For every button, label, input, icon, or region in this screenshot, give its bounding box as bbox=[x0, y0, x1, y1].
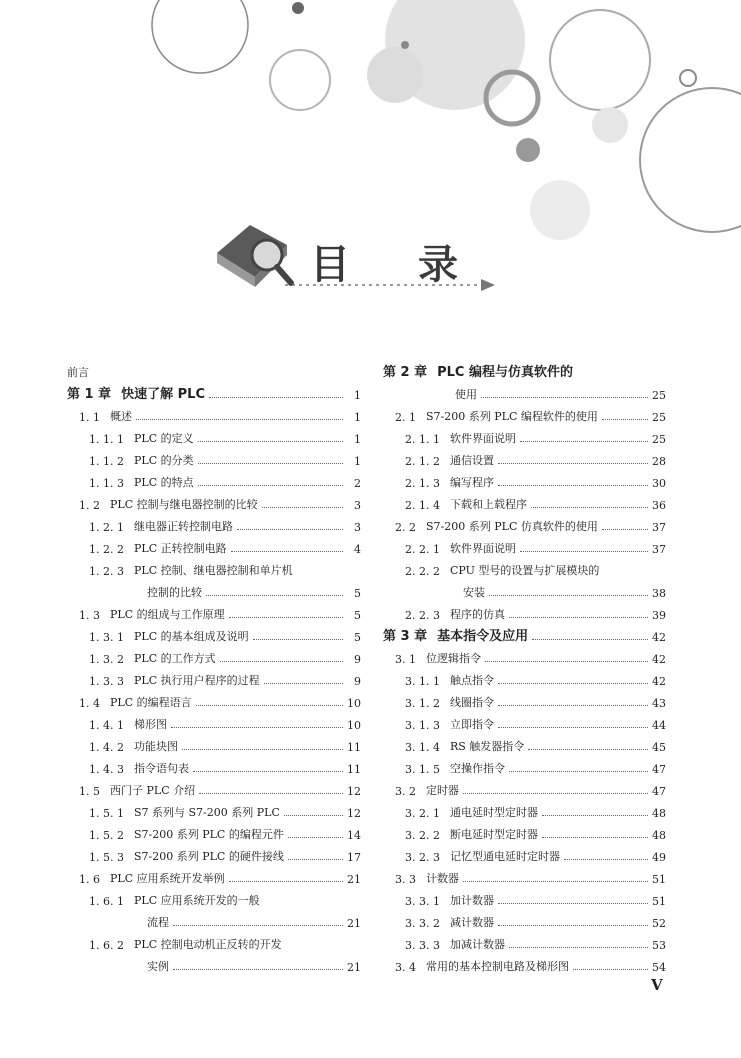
toc-entry-page: 9 bbox=[354, 653, 361, 666]
toc-entry-title: PLC 编程与仿真软件的 bbox=[437, 365, 573, 380]
dot-leader bbox=[253, 639, 343, 640]
toc-entry[interactable] bbox=[383, 446, 666, 468]
toc-entry-number: 1. 6 bbox=[79, 873, 100, 886]
toc-entry-number: 2. 2 bbox=[395, 521, 416, 534]
toc-entry[interactable] bbox=[383, 820, 666, 842]
dot-leader bbox=[196, 705, 343, 706]
toc-entry-number: 1. 3 bbox=[79, 609, 100, 622]
dot-leader bbox=[602, 529, 648, 530]
toc-entry-title: 基本指令及应用 bbox=[437, 629, 529, 644]
toc-entry-number: 3. 3. 2 bbox=[405, 917, 440, 930]
circle-soft-mid bbox=[367, 47, 423, 103]
dot-leader bbox=[481, 397, 648, 398]
circle-soft-bottom bbox=[530, 180, 590, 240]
toc-entry[interactable] bbox=[67, 578, 361, 600]
toc-entry-title: 程序的仿真 bbox=[449, 608, 505, 621]
toc-entry-title: 计数器 bbox=[426, 872, 459, 885]
toc-entry-page: 1 bbox=[354, 455, 361, 468]
toc-entry[interactable] bbox=[67, 754, 361, 776]
toc-entry-page: 11 bbox=[347, 741, 361, 754]
toc-entry-number: 1. 1. 2 bbox=[89, 455, 124, 468]
dot-leader bbox=[229, 617, 343, 618]
toc-entry-title: PLC 控制电动机正反转的开发 bbox=[133, 938, 282, 951]
toc-entry-number: 3. 1 bbox=[395, 653, 416, 666]
toc-entry-title: 加计数器 bbox=[449, 894, 494, 907]
toc-entry[interactable] bbox=[383, 578, 666, 600]
toc-entry-title: 软件界面说明 bbox=[449, 432, 516, 445]
toc-entry-title: RS 触发器指令 bbox=[449, 740, 525, 753]
dot-leader bbox=[531, 507, 648, 508]
toc-entry-title: S7 系列与 S7-200 系列 PLC bbox=[133, 806, 280, 819]
toc-entry[interactable] bbox=[67, 864, 361, 886]
title-char-lu: 录 bbox=[418, 242, 458, 288]
toc-entry-number: 3. 3 bbox=[395, 873, 416, 886]
toc-entry-title: 西门子 PLC 介绍 bbox=[110, 784, 196, 797]
toc-entry-number: 2. 1. 4 bbox=[405, 499, 440, 512]
toc-entry[interactable] bbox=[67, 358, 361, 380]
dot-leader bbox=[209, 397, 343, 398]
toc-entry-title: 空操作指令 bbox=[449, 762, 505, 775]
toc-entry-page: 17 bbox=[347, 851, 361, 864]
toc-entry-number: 2. 2. 3 bbox=[405, 609, 440, 622]
toc-entry[interactable] bbox=[383, 754, 666, 776]
dot-leader bbox=[489, 595, 648, 596]
dot-leader bbox=[182, 749, 343, 750]
toc-entry-number: 3. 3. 3 bbox=[405, 939, 440, 952]
toc-entry-page: 37 bbox=[652, 521, 666, 534]
toc-entry-title: 编写程序 bbox=[449, 476, 494, 489]
toc-entry-page: 42 bbox=[652, 675, 666, 688]
dot-leader bbox=[509, 617, 648, 618]
toc-entry-title: 流程 bbox=[147, 916, 169, 929]
dot-leader bbox=[229, 881, 343, 882]
toc-entry-title: 快速了解 PLC bbox=[121, 387, 205, 402]
toc-entry-title: PLC 执行用户程序的过程 bbox=[133, 674, 260, 687]
toc-entry-page: 21 bbox=[347, 873, 361, 886]
toc-entry-page: 44 bbox=[652, 719, 666, 732]
dot-leader bbox=[198, 463, 343, 464]
toc-entry[interactable] bbox=[383, 798, 666, 820]
toc-entry-title: 控制的比较 bbox=[147, 586, 202, 599]
toc-entry[interactable] bbox=[67, 930, 361, 952]
dot-leader bbox=[509, 771, 648, 772]
toc-entry-title: 立即指令 bbox=[449, 718, 494, 731]
toc-entry-number: 1. 4. 3 bbox=[89, 763, 124, 776]
toc-entry-page: 38 bbox=[652, 587, 666, 600]
dotted-arrow bbox=[205, 277, 505, 297]
toc-entry[interactable] bbox=[383, 358, 666, 380]
toc-entry-title: 减计数器 bbox=[449, 916, 494, 929]
toc-entry-title: 记忆型通电延时定时器 bbox=[449, 850, 560, 863]
toc-entry-title: 定时器 bbox=[426, 784, 459, 797]
toc-entry-page: 5 bbox=[354, 631, 361, 644]
toc-entry[interactable] bbox=[67, 842, 361, 864]
toc-entry-page: 30 bbox=[652, 477, 666, 490]
dot-leader bbox=[463, 793, 648, 794]
toc-entry-number: 3. 1. 2 bbox=[405, 697, 440, 710]
toc-entry-page: 37 bbox=[652, 543, 666, 556]
toc-entry-number: 1. 3. 2 bbox=[89, 653, 124, 666]
toc-entry-number: 3. 1. 3 bbox=[405, 719, 440, 732]
toc-entry-title: 指令语句表 bbox=[133, 762, 189, 775]
toc-entry-number: 1. 5 bbox=[79, 785, 100, 798]
toc-entry-title: 线圈指令 bbox=[449, 696, 494, 709]
dot-leader bbox=[284, 815, 343, 816]
toc-entry-page: 14 bbox=[347, 829, 361, 842]
toc-entry-page: 28 bbox=[652, 455, 666, 468]
dot-leader bbox=[193, 771, 343, 772]
toc-entry-page: 21 bbox=[347, 961, 361, 974]
toc-entry[interactable] bbox=[67, 512, 361, 534]
toc-entry-page: 4 bbox=[354, 543, 361, 556]
toc-entry[interactable] bbox=[67, 908, 361, 930]
toc-entry-page: 48 bbox=[652, 829, 666, 842]
toc-entry[interactable] bbox=[383, 402, 666, 424]
dot-leader bbox=[542, 815, 648, 816]
toc-entry-number: 3. 2. 1 bbox=[405, 807, 440, 820]
dot-leader bbox=[542, 837, 648, 838]
toc-entry-title: PLC 的定义 bbox=[133, 432, 194, 445]
toc-entry-title: 前言 bbox=[67, 366, 89, 379]
toc-entry[interactable] bbox=[67, 600, 361, 622]
toc-entry-number: 2. 1. 2 bbox=[405, 455, 440, 468]
toc-entry-number: 3. 1. 1 bbox=[405, 675, 440, 688]
toc-entry[interactable] bbox=[383, 468, 666, 490]
toc-entry-number: 1. 6. 2 bbox=[89, 939, 124, 952]
dot-leader bbox=[498, 705, 648, 706]
dot-leader bbox=[237, 529, 343, 530]
toc-entry-page: 42 bbox=[652, 653, 666, 666]
toc-entry-title: S7-200 系列 PLC 的硬件接线 bbox=[133, 850, 284, 863]
toc-entry-page: 53 bbox=[652, 939, 666, 952]
toc-entry-title: 使用 bbox=[455, 388, 477, 401]
dot-leader bbox=[262, 507, 343, 508]
toc-entry-page: 36 bbox=[652, 499, 666, 512]
toc-entry-page: 52 bbox=[652, 917, 666, 930]
toc-entry-number: 3. 2. 2 bbox=[405, 829, 440, 842]
dot-leader bbox=[264, 683, 343, 684]
toc-entry[interactable] bbox=[383, 776, 666, 798]
toc-entry-number: 1. 1. 3 bbox=[89, 477, 124, 490]
toc-entry[interactable] bbox=[67, 798, 361, 820]
toc-entry-page: 21 bbox=[347, 917, 361, 930]
dot-leader bbox=[564, 859, 648, 860]
dot-leader bbox=[520, 551, 648, 552]
toc-entry-page: 51 bbox=[652, 895, 666, 908]
toc-entry-number: 3. 4 bbox=[395, 961, 416, 974]
circle-small-dot bbox=[292, 2, 304, 14]
page-number: V bbox=[651, 976, 663, 994]
toc-entry[interactable] bbox=[67, 622, 361, 644]
toc-entry[interactable] bbox=[67, 534, 361, 556]
toc-entry-title: S7-200 系列 PLC 编程软件的使用 bbox=[426, 410, 598, 423]
circle-dark-dot bbox=[516, 138, 540, 162]
circle-thin-huge bbox=[640, 88, 741, 232]
toc-entry[interactable] bbox=[67, 666, 361, 688]
dot-leader bbox=[198, 441, 343, 442]
dot-leader bbox=[532, 639, 648, 640]
toc-right-column bbox=[383, 358, 666, 974]
toc-entry[interactable] bbox=[383, 600, 666, 622]
toc-entry-page: 3 bbox=[354, 521, 361, 534]
toc-entry-page: 10 bbox=[347, 697, 361, 710]
toc-entry-number: 1. 3. 1 bbox=[89, 631, 124, 644]
dot-leader bbox=[288, 859, 343, 860]
toc-entry[interactable] bbox=[383, 732, 666, 754]
toc-entry-number: 1. 3. 3 bbox=[89, 675, 124, 688]
toc-entry[interactable] bbox=[383, 908, 666, 930]
toc-entry-number: 2. 2. 1 bbox=[405, 543, 440, 556]
toc-entry[interactable] bbox=[383, 864, 666, 886]
toc-entry[interactable] bbox=[383, 556, 666, 578]
toc-entry[interactable] bbox=[383, 380, 666, 402]
toc-entry-number: 1. 5. 3 bbox=[89, 851, 124, 864]
toc-entry-number: 1. 4. 2 bbox=[89, 741, 124, 754]
toc-entry-title: 断电延时型定时器 bbox=[449, 828, 538, 841]
toc-entry-title: PLC 的组成与工作原理 bbox=[110, 608, 225, 621]
toc-entry[interactable] bbox=[383, 688, 666, 710]
toc-entry-page: 47 bbox=[652, 785, 666, 798]
dot-leader bbox=[528, 749, 648, 750]
toc-entry-page: 51 bbox=[652, 873, 666, 886]
toc-entry-page: 12 bbox=[347, 807, 361, 820]
toc-entry-number: 1. 2. 1 bbox=[89, 521, 124, 534]
dot-leader bbox=[173, 925, 343, 926]
toc-entry-title: PLC 正转控制电路 bbox=[133, 542, 227, 555]
toc-entry-page: 43 bbox=[652, 697, 666, 710]
circle-small-right bbox=[680, 70, 696, 86]
toc-entry-number: 3. 2 bbox=[395, 785, 416, 798]
toc-entry-number: 3. 1. 5 bbox=[405, 763, 440, 776]
toc-entry-title: S7-200 系列 PLC 的编程元件 bbox=[133, 828, 284, 841]
toc-entry[interactable] bbox=[67, 468, 361, 490]
dot-leader bbox=[220, 661, 343, 662]
toc-entry[interactable] bbox=[67, 402, 361, 424]
toc-entry-title: 常用的基本控制电路及梯形图 bbox=[426, 960, 569, 973]
circle-outline-mid bbox=[270, 50, 330, 110]
dot-leader bbox=[498, 463, 648, 464]
toc-entry[interactable] bbox=[383, 644, 666, 666]
toc-entry-page: 1 bbox=[354, 433, 361, 446]
dot-leader bbox=[463, 881, 648, 882]
toc-entry-number: 1. 2. 2 bbox=[89, 543, 124, 556]
toc-entry-title: PLC 的分类 bbox=[133, 454, 194, 467]
toc-entry-title: 加减计数器 bbox=[449, 938, 505, 951]
toc-entry-number: 2. 2. 2 bbox=[405, 565, 440, 578]
toc-entry-title: PLC 控制、继电器控制和单片机 bbox=[133, 564, 293, 577]
toc-entry-title: S7-200 系列 PLC 仿真软件的使用 bbox=[426, 520, 598, 533]
toc-entry-title: 通电延时型定时器 bbox=[449, 806, 538, 819]
toc-entry-page: 54 bbox=[652, 961, 666, 974]
toc-entry-page: 9 bbox=[354, 675, 361, 688]
toc-entry-number: 1. 1. 1 bbox=[89, 433, 124, 446]
dot-leader bbox=[485, 661, 648, 662]
toc-entry-page: 11 bbox=[347, 763, 361, 776]
circle-soft-right bbox=[592, 107, 628, 143]
toc-entry-title: PLC 的工作方式 bbox=[133, 652, 216, 665]
toc-entry-title: 软件界面说明 bbox=[449, 542, 516, 555]
toc-entry[interactable] bbox=[383, 886, 666, 908]
toc-entry[interactable] bbox=[67, 776, 361, 798]
toc-entry[interactable] bbox=[383, 930, 666, 952]
toc-entry-page: 1 bbox=[354, 389, 361, 402]
toc-entry-page: 12 bbox=[347, 785, 361, 798]
toc-entry[interactable] bbox=[67, 556, 361, 578]
toc-entry-title: PLC 应用系统开发的一般 bbox=[133, 894, 260, 907]
toc-entry-title: 位逻辑指令 bbox=[426, 652, 481, 665]
dot-leader bbox=[498, 925, 648, 926]
toc-entry-number: 3. 2. 3 bbox=[405, 851, 440, 864]
toc-entry-page: 2 bbox=[354, 477, 361, 490]
toc-entry-title: 下载和上载程序 bbox=[449, 498, 527, 511]
toc-entry-title: 触点指令 bbox=[449, 674, 494, 687]
title-char-mu: 目 bbox=[310, 242, 350, 288]
toc-entry[interactable] bbox=[383, 534, 666, 556]
toc-entry[interactable] bbox=[383, 842, 666, 864]
dot-leader bbox=[520, 441, 648, 442]
toc-entry-page: 25 bbox=[652, 411, 666, 424]
dot-leader bbox=[498, 683, 648, 684]
dot-leader bbox=[206, 595, 343, 596]
toc-entry-page: 10 bbox=[347, 719, 361, 732]
toc-entry[interactable] bbox=[67, 820, 361, 842]
toc-entry-title: 安装 bbox=[463, 586, 485, 599]
toc-entry-title: 功能块图 bbox=[133, 740, 178, 753]
dot-leader bbox=[199, 793, 343, 794]
toc-entry-title: 通信设置 bbox=[449, 454, 494, 467]
toc-entry-title: 继电器正转控制电路 bbox=[133, 520, 233, 533]
toc-entry-number: 第 2 章 bbox=[383, 365, 428, 380]
dot-leader bbox=[498, 727, 648, 728]
toc-entry-title: 梯形图 bbox=[133, 718, 167, 731]
toc-entry-page: 49 bbox=[652, 851, 666, 864]
toc-entry-page: 3 bbox=[354, 499, 361, 512]
toc-entry[interactable] bbox=[67, 710, 361, 732]
circle-large-left bbox=[152, 0, 248, 73]
toc-header bbox=[205, 215, 505, 305]
toc-entry-number: 1. 4 bbox=[79, 697, 100, 710]
toc-entry[interactable] bbox=[67, 732, 361, 754]
toc-entry[interactable] bbox=[67, 886, 361, 908]
toc-entry[interactable] bbox=[383, 622, 666, 644]
circle-outline-right bbox=[550, 10, 650, 110]
toc-entry-number: 3. 1. 4 bbox=[405, 741, 440, 754]
toc-entry[interactable] bbox=[383, 512, 666, 534]
toc-entry-number: 第 1 章 bbox=[67, 387, 112, 402]
toc-entry-page: 47 bbox=[652, 763, 666, 776]
toc-entry[interactable] bbox=[67, 688, 361, 710]
toc-entry-number: 1. 1 bbox=[79, 411, 100, 424]
toc-entry[interactable] bbox=[67, 644, 361, 666]
toc-entry-page: 45 bbox=[652, 741, 666, 754]
dot-leader bbox=[573, 969, 648, 970]
toc-entry-page: 42 bbox=[652, 631, 666, 644]
toc-entry-title: PLC 的编程语言 bbox=[110, 696, 192, 709]
toc-entry-page: 5 bbox=[354, 609, 361, 622]
toc-entry[interactable] bbox=[67, 952, 361, 974]
toc-entry-number: 1. 2. 3 bbox=[89, 565, 124, 578]
toc-entry-number: 1. 2 bbox=[79, 499, 100, 512]
dot-leader bbox=[198, 485, 343, 486]
toc-entry-number: 2. 1. 1 bbox=[405, 433, 440, 446]
toc-entry-number: 2. 1 bbox=[395, 411, 416, 424]
toc-entry-title: 概述 bbox=[110, 410, 132, 423]
circle-gray-small bbox=[401, 41, 409, 49]
toc-entry-number: 1. 5. 2 bbox=[89, 829, 124, 842]
dot-leader bbox=[498, 485, 648, 486]
dot-leader bbox=[231, 551, 343, 552]
dot-leader bbox=[602, 419, 648, 420]
toc-entry-number: 1. 4. 1 bbox=[89, 719, 124, 732]
toc-entry[interactable] bbox=[67, 424, 361, 446]
toc-entry-title: 实例 bbox=[147, 960, 169, 973]
toc-entry[interactable] bbox=[383, 710, 666, 732]
toc-entry[interactable] bbox=[383, 666, 666, 688]
toc-left-column bbox=[67, 358, 361, 974]
toc-entry-number: 第 3 章 bbox=[383, 629, 428, 644]
toc-entry[interactable] bbox=[67, 446, 361, 468]
dot-leader bbox=[173, 969, 343, 970]
toc-entry-title: PLC 的基本组成及说明 bbox=[133, 630, 249, 643]
toc-entry-number: 1. 6. 1 bbox=[89, 895, 124, 908]
toc-entry-page: 5 bbox=[354, 587, 361, 600]
toc-entry[interactable] bbox=[383, 424, 666, 446]
toc-entry[interactable] bbox=[383, 490, 666, 512]
dot-leader bbox=[171, 727, 343, 728]
toc-entry-page: 25 bbox=[652, 389, 666, 402]
toc-entry[interactable] bbox=[67, 490, 361, 512]
dot-leader bbox=[136, 419, 343, 420]
dot-leader bbox=[509, 947, 648, 948]
toc-entry-page: 48 bbox=[652, 807, 666, 820]
toc-entry-number: 3. 3. 1 bbox=[405, 895, 440, 908]
toc-entry-title: PLC 应用系统开发举例 bbox=[110, 872, 225, 885]
toc-entry-title: CPU 型号的设置与扩展模块的 bbox=[449, 564, 600, 577]
toc-entry-page: 1 bbox=[354, 411, 361, 424]
toc-entry-page: 25 bbox=[652, 433, 666, 446]
dot-leader bbox=[288, 837, 343, 838]
toc-entry-number: 1. 5. 1 bbox=[89, 807, 124, 820]
toc-entry-title: PLC 的特点 bbox=[133, 476, 194, 489]
dot-leader bbox=[498, 903, 648, 904]
toc-entry[interactable] bbox=[383, 952, 666, 974]
toc-entry-number: 2. 1. 3 bbox=[405, 477, 440, 490]
toc-entry-page: 39 bbox=[652, 609, 666, 622]
toc-entry-title: PLC 控制与继电器控制的比较 bbox=[110, 498, 258, 511]
toc-entry[interactable] bbox=[67, 380, 361, 402]
